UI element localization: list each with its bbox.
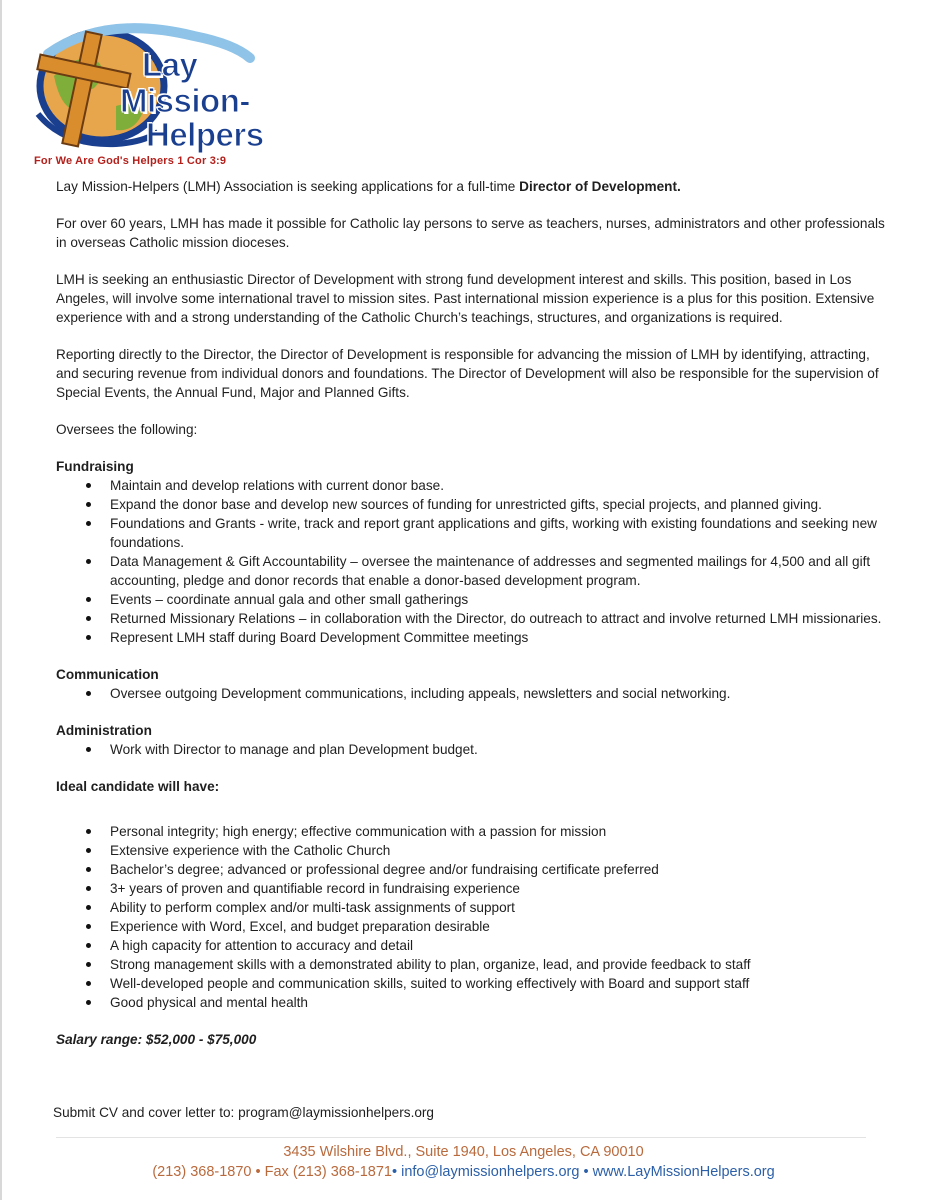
logo-wordmark-helpers: Helpers	[146, 116, 264, 153]
footer-bullet: •	[255, 1164, 261, 1180]
footer-address: 3435 Wilshire Blvd., Suite 1940, Los Angeles, CA 90010	[283, 1144, 644, 1160]
list-item: 3+ years of proven and quantifiable record in fundraising experience	[56, 879, 886, 898]
list-item: Strong management skills with a demonstrated ability to plan, organize, lead, and provide feedback to staff	[56, 955, 886, 974]
administration-section	[56, 721, 886, 759]
footer-bullet: •	[583, 1164, 589, 1180]
fundraising-section	[56, 457, 886, 647]
position-title: Director of Development.	[519, 179, 681, 194]
footer-contact	[0, 1163, 927, 1182]
communication-section	[56, 665, 886, 703]
logo-wordmark-mission: Mission-	[120, 82, 250, 119]
oversees-label: Oversees the following:	[56, 422, 198, 437]
list-item: Foundations and Grants - write, track and report grant applications and gifts, working with existing foundations and seeking new foundations.	[56, 514, 886, 552]
job-posting-body	[56, 177, 886, 1049]
list-item: Good physical and mental health	[56, 993, 886, 1012]
intro-text: Lay Mission-Helpers (LMH) Association is seeking applications for a full-time	[56, 179, 520, 194]
footer-fax: Fax (213) 368-1871	[264, 1164, 392, 1180]
lmh-logo	[24, 14, 284, 166]
list-item: Well-developed people and communication skills, suited to working effectively with Board and support staff	[56, 974, 886, 993]
footer-divider	[56, 1137, 866, 1138]
candidate-section	[56, 777, 886, 1012]
candidate-list	[56, 822, 886, 1012]
section-heading: Communication	[56, 667, 159, 682]
footer-phone: (213) 368-1870	[152, 1164, 252, 1180]
reporting-paragraph: Reporting directly to the Director, the Director of Development is responsible for advancing the mission of LMH by identifying, attracting, and securing revenue from individual donors and foundations. The Director of Development will also be responsible for the supervision of Special Events, the Annual Fund, Major and Planned Gifts.	[56, 347, 879, 400]
salary-range: Salary range: $52,000 - $75,000	[56, 1032, 257, 1047]
section-heading: Ideal candidate will have:	[56, 779, 220, 794]
list-item: A high capacity for attention to accuracy and detail	[56, 936, 886, 955]
list-item: Extensive experience with the Catholic Church	[56, 841, 886, 860]
logo-wordmark-lay: Lay	[142, 46, 198, 83]
footer-email-link[interactable]: info@laymissionhelpers.org	[401, 1164, 580, 1180]
role-paragraph: LMH is seeking an enthusiastic Director of Development with strong fund development interest and skills. This position, based in Los Angeles, will involve some international travel to mission sites. Past international mission experience is a plus for this position. Extensive experience with and a strong understanding of the Catholic Church’s teachings, structures, and organizations is required.	[56, 272, 875, 325]
footer-website-link[interactable]: www.LayMissionHelpers.org	[592, 1164, 775, 1180]
administration-list	[56, 740, 886, 759]
communication-list	[56, 684, 886, 703]
submit-instructions: Submit CV and cover letter to: program@laymissionhelpers.org	[53, 1105, 434, 1120]
logo-tagline: For We Are God's Helpers 1 Cor 3:9	[34, 155, 227, 167]
history-paragraph: For over 60 years, LMH has made it possible for Catholic lay persons to serve as teachers, nurses, administrators and other professionals in overseas Catholic mission dioceses.	[56, 216, 885, 250]
intro-paragraph	[56, 177, 886, 196]
list-item: Events – coordinate annual gala and other small gatherings	[56, 590, 886, 609]
list-item: Maintain and develop relations with current donor base.	[56, 476, 886, 495]
list-item: Oversee outgoing Development communications, including appeals, newsletters and social networking.	[56, 684, 886, 703]
page-edge	[0, 0, 2, 1200]
section-heading: Fundraising	[56, 459, 134, 474]
footer-bullet: •	[391, 1164, 398, 1180]
list-item: Expand the donor base and develop new sources of funding for unrestricted gifts, special projects, and planned giving.	[56, 495, 886, 514]
list-item: Bachelor’s degree; advanced or professional degree and/or fundraising certificate preferred	[56, 860, 886, 879]
list-item: Data Management & Gift Accountability – oversee the maintenance of addresses and segmented mailings for 4,500 and all gift accounting, pledge and donor records that enable a donor-based development program.	[56, 552, 886, 590]
list-item: Returned Missionary Relations – in collaboration with the Director, do outreach to attract and involve returned LMH missionaries.	[56, 609, 886, 628]
list-item: Represent LMH staff during Board Development Committee meetings	[56, 628, 886, 647]
fundraising-list	[56, 476, 886, 647]
section-heading: Administration	[56, 723, 152, 738]
list-item: Experience with Word, Excel, and budget preparation desirable	[56, 917, 886, 936]
list-item: Personal integrity; high energy; effective communication with a passion for mission	[56, 822, 886, 841]
list-item: Ability to perform complex and/or multi-task assignments of support	[56, 898, 886, 917]
list-item: Work with Director to manage and plan Development budget.	[56, 740, 886, 759]
